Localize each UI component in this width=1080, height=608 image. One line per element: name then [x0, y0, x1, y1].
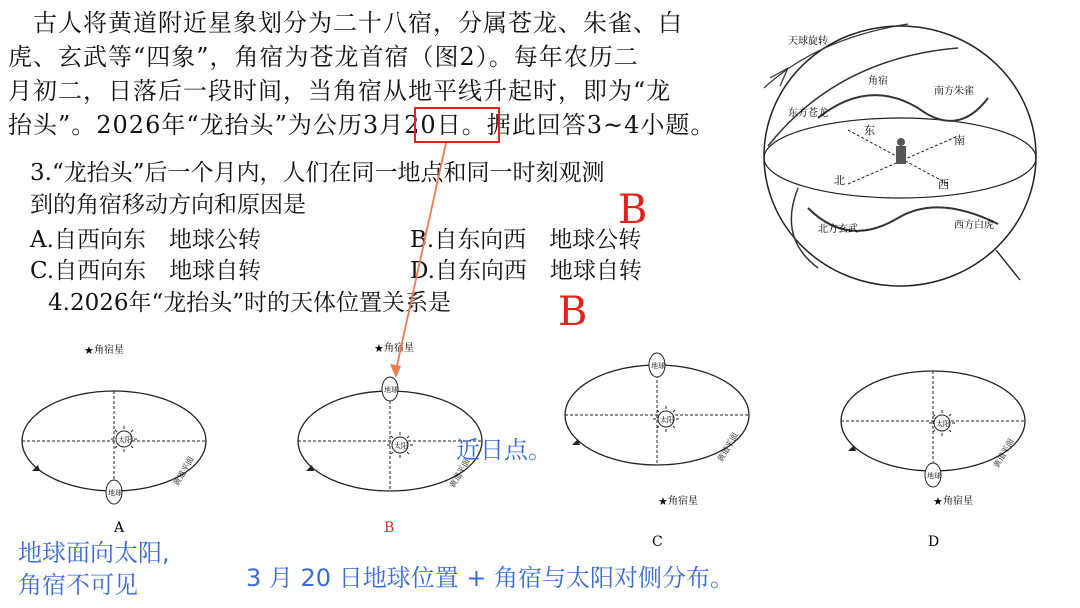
diagram-a-letter: A [114, 520, 125, 536]
fig2-east-dragon-label: 东方苍龙 [788, 108, 828, 119]
svg-text:★: ★ [933, 495, 943, 508]
fig2-west-label: 西 [938, 178, 949, 191]
diagram-d-star-label: 角宿星 [943, 496, 973, 507]
svg-text:★: ★ [374, 342, 384, 355]
passage-line-1: 古人将黄道附近星象划分为二十八宿，分属苍龙、朱雀、白 [8, 9, 683, 37]
left-note-line-1: 地球面向太阳, [18, 539, 170, 567]
fig2-east-label: 东 [864, 124, 875, 137]
diagram-b-star-label: 角宿星 [384, 343, 414, 354]
passage-line-4: 抬头”。2026年“龙抬头”为公历3月20日。据此回答3~4小题。 [8, 111, 716, 139]
diagram-a-earth-label: 地球 [108, 489, 122, 497]
q3-option-a: A.自西向东 地球公转 [30, 227, 261, 253]
passage-line-2: 虎、玄武等“四象”，角宿为苍龙首宿（图2）。每年农历二 [8, 43, 639, 71]
diagram-b-plane-label: 黄道平面 [447, 457, 472, 490]
fig2-north-turtle-label: 北方玄武 [818, 224, 858, 235]
q4-answer-mark: B [558, 289, 588, 335]
diagram-c-letter: C [652, 534, 663, 550]
q3-option-d: D.自东向西 地球自转 [410, 258, 642, 284]
diagram-c-plane-label: 黄道平面 [715, 431, 740, 464]
diagram-c-star-label: 角宿星 [668, 496, 698, 507]
fig2-jiaoxiu-label: 角宿 [868, 76, 888, 87]
diagram-b-letter: B [384, 520, 395, 536]
q4-stem: 4.2026年“龙抬头”时的天体位置关系是 [48, 290, 451, 316]
diagram-d-plane-label: 黄道平面 [991, 437, 1016, 470]
perihelion-note: 近日点。 [456, 436, 552, 464]
diagram-a-star-label: 角宿星 [94, 345, 124, 356]
q3-option-b: B.自东向西 地球公转 [410, 227, 642, 253]
fig2-south-label: 南 [954, 134, 965, 147]
diagram-b-sun-label: 太阳 [394, 442, 408, 450]
diagram-d-letter: D [928, 534, 940, 550]
diagram-d-sun-label: 太阳 [936, 420, 950, 428]
left-note-line-2: 角宿不可见 [18, 571, 138, 599]
diagram-c-sun-label: 太阳 [660, 416, 674, 424]
svg-text:★: ★ [84, 344, 94, 357]
q3-stem-line-2: 到的角宿移动方向和原因是 [30, 192, 306, 218]
passage-line-3: 月初二，日落后一段时间，当角宿从地平线升起时，即为“龙 [8, 77, 672, 105]
q3-option-c: C.自西向东 地球自转 [30, 258, 262, 284]
diagram-d-earth-label: 地球 [927, 472, 941, 480]
fig2-south-bird-label: 南方朱雀 [934, 86, 974, 97]
diagram-c-earth-label: 地球 [651, 362, 665, 370]
q3-stem-line-1: 3.“龙抬头”后一个月内，人们在同一地点和同一时刻观测 [30, 160, 605, 186]
diagram-a-sun-label: 太阳 [118, 436, 132, 444]
fig2-west-tiger-label: 西方白虎 [954, 220, 994, 231]
bottom-note: 3 月 20 日地球位置 + 角宿与太阳对侧分布。 [246, 564, 735, 592]
q3-answer-mark: B [618, 187, 648, 233]
fig2-rotation-label: 天球旋转 [788, 36, 828, 47]
diagram-b-earth-label: 地球 [384, 386, 398, 394]
svg-text:★: ★ [658, 495, 668, 508]
fig2-north-label: 北 [834, 174, 845, 187]
diagram-a-plane-label: 黄道平面 [171, 455, 196, 488]
